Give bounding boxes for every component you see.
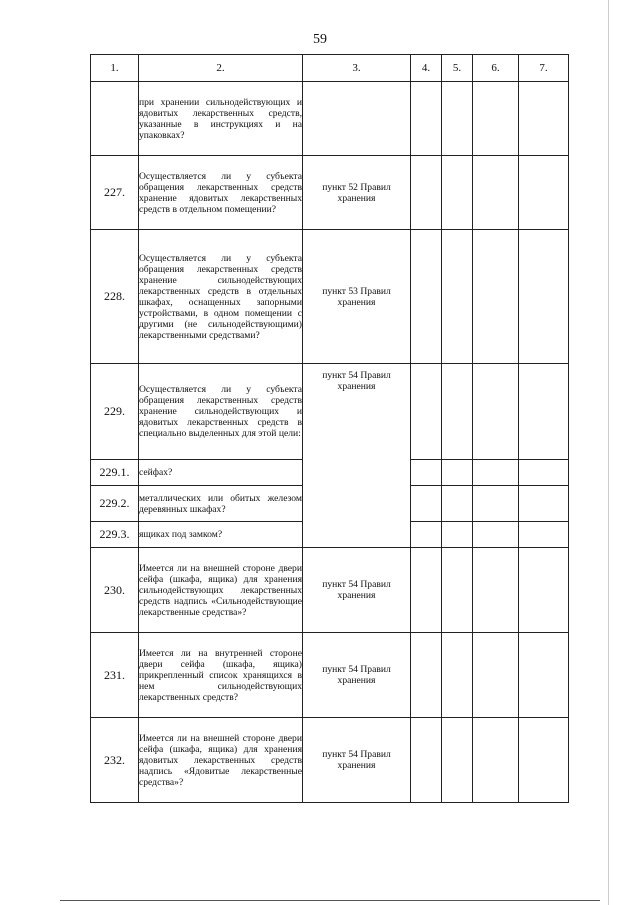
answer-cell — [411, 522, 442, 548]
column-header-5: 5. — [442, 55, 473, 82]
row-question: Имеется ли на внешней стороне двери сейфа (шкафа, ящика) для хранения сильнодействующих лекарственных средств надпись «Сильнодействующие лекарственные средства»? — [139, 548, 303, 633]
page-number: 59 — [313, 32, 327, 47]
answer-cell — [473, 633, 519, 718]
answer-cell — [411, 82, 442, 156]
column-header-7: 7. — [519, 55, 569, 82]
answer-cell — [442, 460, 473, 486]
answer-cell — [442, 364, 473, 460]
answer-cell — [411, 486, 442, 522]
answer-cell — [442, 230, 473, 364]
answer-cell — [442, 486, 473, 522]
row-question: Имеется ли на внутренней стороне двери сейфа (шкафа, ящика) прикрепленный список хранящихся в нем сильнодействующих лекарственных средств? — [139, 633, 303, 718]
answer-cell — [411, 460, 442, 486]
answer-cell — [519, 633, 569, 718]
answer-cell — [473, 718, 519, 803]
answer-cell — [442, 82, 473, 156]
bottom-scan-line — [60, 900, 600, 901]
scan-edge-line — [608, 0, 609, 905]
answer-cell — [519, 718, 569, 803]
row-reference: пункт 53 Правил хранения — [303, 230, 411, 364]
answer-cell — [519, 156, 569, 230]
row-reference: пункт 52 Правил хранения — [303, 156, 411, 230]
answer-cell — [519, 230, 569, 364]
answer-cell — [411, 230, 442, 364]
answer-cell — [473, 548, 519, 633]
answer-cell — [473, 486, 519, 522]
table-row — [91, 82, 569, 156]
answer-cell — [442, 156, 473, 230]
answer-cell — [519, 522, 569, 548]
table-row — [91, 156, 569, 230]
answer-cell — [473, 522, 519, 548]
table-header-row — [91, 55, 569, 82]
answer-cell — [442, 718, 473, 803]
row-number: 231. — [91, 633, 139, 718]
row-question: Осуществляется ли у субъекта обращения лекарственных средств хранение ядовитых лекарственных средств в отдельном помещении? — [139, 156, 303, 230]
column-header-6: 6. — [473, 55, 519, 82]
answer-cell — [519, 486, 569, 522]
answer-cell — [411, 548, 442, 633]
row-number: 229. — [91, 364, 139, 460]
row-number: 229.2. — [91, 486, 139, 522]
answer-cell — [442, 633, 473, 718]
checklist-table — [90, 54, 569, 803]
table-row — [91, 230, 569, 364]
answer-cell — [473, 82, 519, 156]
column-header-4: 4. — [411, 55, 442, 82]
row-number: 229.1. — [91, 460, 139, 486]
row-question: Осуществляется ли у субъекта обращения лекарственных средств хранение сильнодействующих и ядовитых лекарственных средств в специально выделенных для этой цели: — [139, 364, 303, 460]
row-question: Осуществляется ли у субъекта обращения лекарственных средств хранение сильнодействующих лекарственных средств в отдельных шкафах, оснащенных запорными устройствами, в одном помещении с другими (не сильнодействующими) лекарственными средствами? — [139, 230, 303, 364]
row-number: 230. — [91, 548, 139, 633]
row-question: ящиках под замком? — [139, 522, 303, 548]
row-number: 228. — [91, 230, 139, 364]
row-reference: пункт 54 Правил хранения — [303, 364, 411, 548]
table-row — [91, 548, 569, 633]
answer-cell — [411, 364, 442, 460]
answer-cell — [442, 548, 473, 633]
row-number: 232. — [91, 718, 139, 803]
answer-cell — [473, 364, 519, 460]
answer-cell — [473, 156, 519, 230]
answer-cell — [519, 460, 569, 486]
answer-cell — [442, 522, 473, 548]
row-reference: пункт 54 Правил хранения — [303, 718, 411, 803]
row-question: металлических или обитых железом деревянных шкафах? — [139, 486, 303, 522]
row-question: при хранении сильнодействующих и ядовитых лекарственных средств, указанные в инструкциях и на упаковках? — [139, 82, 303, 156]
answer-cell — [519, 82, 569, 156]
table-row — [91, 718, 569, 803]
answer-cell — [411, 718, 442, 803]
row-number — [91, 82, 139, 156]
answer-cell — [411, 156, 442, 230]
row-reference — [303, 82, 411, 156]
table-row — [91, 364, 569, 460]
answer-cell — [411, 633, 442, 718]
answer-cell — [519, 364, 569, 460]
row-question: Имеется ли на внешней стороне двери сейфа (шкафа, ящика) для хранения ядовитых лекарственных средств надпись «Ядовитые лекарственные средства»? — [139, 718, 303, 803]
row-reference: пункт 54 Правил хранения — [303, 548, 411, 633]
row-reference: пункт 54 Правил хранения — [303, 633, 411, 718]
row-question: сейфах? — [139, 460, 303, 486]
column-header-1: 1. — [91, 55, 139, 82]
table-row — [91, 633, 569, 718]
answer-cell — [473, 460, 519, 486]
answer-cell — [473, 230, 519, 364]
column-header-2: 2. — [139, 55, 303, 82]
row-number: 227. — [91, 156, 139, 230]
answer-cell — [519, 548, 569, 633]
row-number: 229.3. — [91, 522, 139, 548]
column-header-3: 3. — [303, 55, 411, 82]
